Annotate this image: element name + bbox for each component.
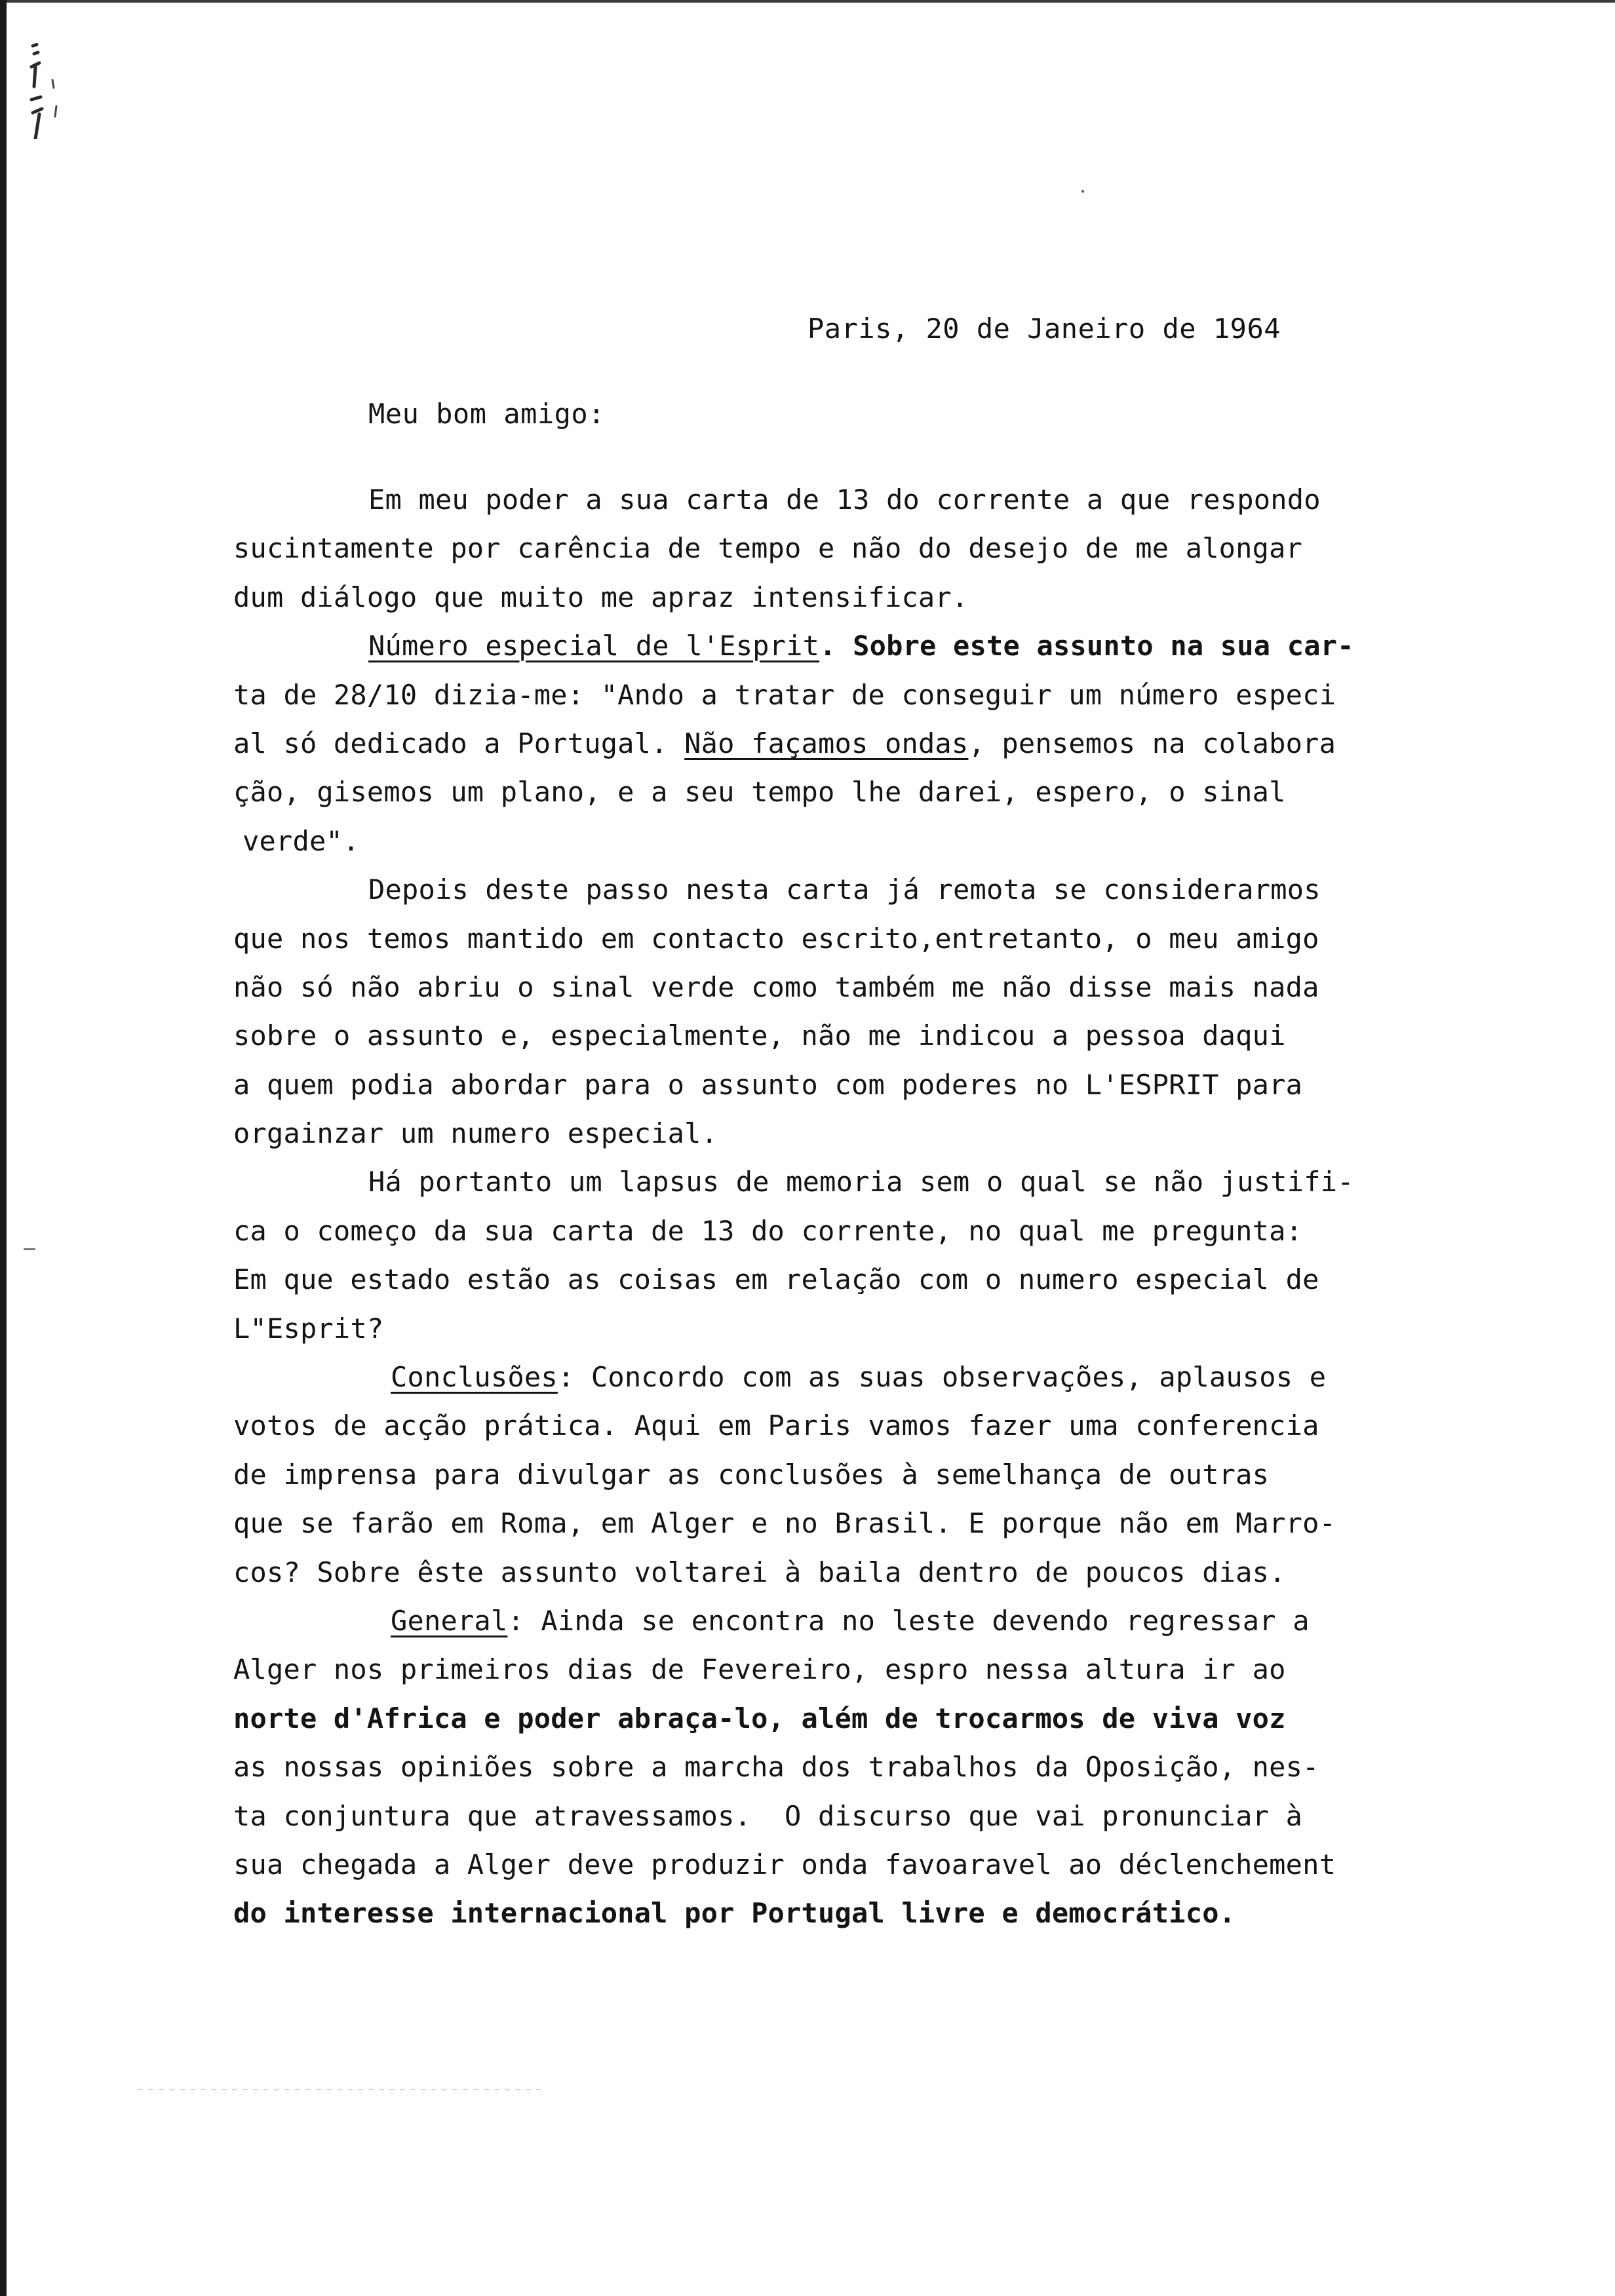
text-line [233, 719, 1557, 768]
faint-scan-line [138, 2089, 544, 2090]
text-line [233, 1499, 1557, 1548]
stray-dot [1081, 190, 1084, 193]
text-line-content: L"Esprit? [233, 1312, 384, 1345]
text-line [233, 1792, 1557, 1841]
text-line [233, 1402, 1557, 1450]
text-line-content: dum diálogo que muito me apraz intensificar. [233, 581, 969, 613]
text-line [233, 1158, 1557, 1206]
text-line-content: as nossas opiniões sobre a marcha dos trabalhos da Oposição, nes- [233, 1751, 1319, 1784]
text-line [233, 1548, 1557, 1597]
text-line-content: verde". [243, 824, 360, 857]
text-line [233, 1743, 1557, 1791]
text-line-content: norte d'Africa e poder abraça-lo, além de trocarmos de viva voz [233, 1702, 1286, 1734]
text-line [233, 622, 1557, 670]
text-line [233, 1012, 1557, 1060]
text-line-content: . Sobre este assunto na sua car- [819, 630, 1354, 662]
text-line [233, 1109, 1557, 1158]
text-line [233, 1645, 1557, 1694]
text-line [233, 1451, 1557, 1499]
text-line [233, 963, 1557, 1012]
stray-mark [24, 1248, 35, 1250]
text-line [233, 1305, 1557, 1353]
section-heading-esprit: Número especial de l'Esprit [368, 630, 820, 662]
scan-left-edge [0, 0, 7, 2296]
text-line-content: orgainzar um numero especial. [233, 1117, 718, 1150]
text-line-content: , pensemos na colabora [968, 727, 1336, 759]
text-line [233, 1841, 1557, 1889]
text-line [233, 1597, 1557, 1645]
text-line [233, 1889, 1557, 1938]
text-line-content: cos? Sobre êste assunto voltarei à baila dentro de poucos dias. [233, 1556, 1286, 1588]
text-line-content: : Concordo com as suas observações, aplausos e [557, 1361, 1327, 1394]
text-line [233, 1694, 1557, 1743]
text-line [233, 768, 1557, 816]
text-line [233, 866, 1557, 914]
text-line-content: ção, gisemos um plano, e a seu tempo lhe darei, espero, o sinal [233, 776, 1286, 809]
text-line-content: sobre o assunto e, especialmente, não me indicou a pessoa daqui [233, 1020, 1286, 1052]
text-line [233, 524, 1557, 573]
text-line-content: que se farão em Roma, em Alger e no Brasil. E porque não em Marro- [233, 1507, 1336, 1540]
text-line-content: a quem podia abordar para o assunto com poderes no L'ESPRIT para [233, 1068, 1303, 1101]
text-line [233, 915, 1557, 963]
text-line-content: Em meu poder a sua carta de 13 do corrente a que respondo [368, 484, 1321, 516]
text-line-content: al só dedicado a Portugal. [233, 727, 685, 759]
text-line-content: de imprensa para divulgar as conclusões à semelhança de outras [233, 1458, 1270, 1491]
text-line [233, 573, 1557, 622]
text-line [233, 671, 1557, 719]
text-line [233, 1255, 1557, 1304]
text-line-content: votos de acção prática. Aqui em Paris vamos fazer uma conferencia [233, 1409, 1319, 1442]
text-line [233, 1061, 1557, 1109]
letter-body [233, 476, 1557, 1938]
text-line-content: Há portanto um lapsus de memoria sem o qual se não justifi- [368, 1166, 1354, 1198]
text-line [233, 1353, 1557, 1402]
section-heading-general: General [391, 1604, 508, 1637]
text-line [233, 476, 1557, 524]
text-line [233, 1207, 1557, 1255]
text-line-content: não só não abriu o sinal verde como também me não disse mais nada [233, 970, 1319, 1003]
text-line [233, 817, 1557, 866]
text-line-content: Alger nos primeiros dias de Fevereiro, espro nessa altura ir ao [233, 1653, 1286, 1686]
section-heading-conclusoes: Conclusões [391, 1361, 558, 1394]
text-line-content: sucintamente por carência de tempo e não do desejo de me alongar [233, 532, 1303, 565]
text-line-content: : Ainda se encontra no leste devendo regressar a [507, 1604, 1310, 1637]
text-line-content: Depois deste passo nesta carta já remota se considerarmos [368, 873, 1321, 906]
text-line-content: Em que estado estão as coisas em relação com o numero especial de [233, 1263, 1319, 1296]
text-line-content: do interesse internacional por Portugal livre e democrático. [233, 1897, 1236, 1930]
letter-dateline: Paris, 20 de Janeiro de 1964 [808, 313, 1281, 345]
text-line-content: ta de 28/10 dizia-me: "Ando a tratar de conseguir um número especi [233, 678, 1336, 711]
text-line-content: sua chegada a Alger deve produzir onda favoaravel ao déclenchement [233, 1848, 1336, 1881]
letter-salutation: Meu bom amigo: [368, 398, 606, 430]
underlined-phrase: Não façamos ondas [684, 727, 969, 759]
text-line-content: que nos temos mantido em contacto escrito,entretanto, o meu amigo [233, 922, 1319, 955]
text-line-content: ca o começo da sua carta de 13 do corrente, no qual me pregunta: [233, 1214, 1303, 1247]
scan-top-edge [0, 0, 1615, 3]
text-line-content: ta conjuntura que atravessamos. O discurso que vai pronunciar à [233, 1799, 1303, 1832]
binding-hole-mark [26, 41, 66, 139]
